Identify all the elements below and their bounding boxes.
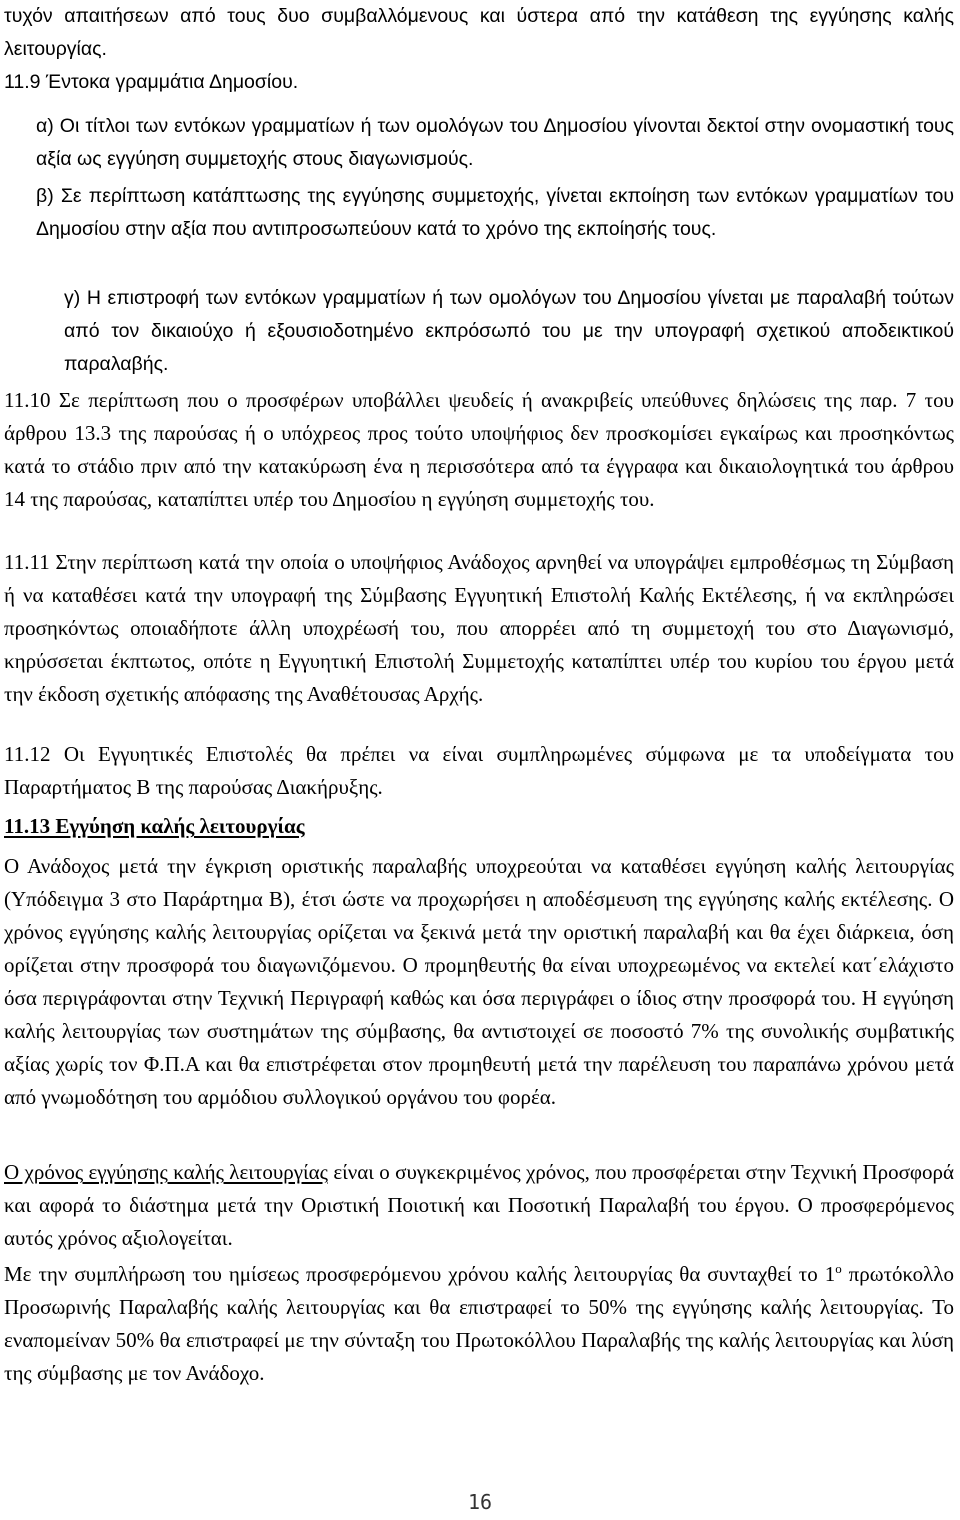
paragraph-top: τυχόν απαιτήσεων από τους δυο συμβαλλόμενους και ύστερα από την κατάθεση της εγγύησης καλής λειτουργίας.: [4, 5, 954, 60]
half-period-part-2: πρωτόκολλο Προσωρινής Παραλαβής καλής λειτουργίας και θα επιστραφεί το 50% της εγγύησης καλής λειτουργίας. Το εναπομείναν 50% θα επιστραφεί με την σύνταξη του Πρωτοκόλλου Παραλαβής της καλής λειτουργίας και λύση της σύμβασης με τον Ανάδοχο.: [4, 1262, 955, 1385]
list-item-a: α) Οι τίτλοι των εντόκων γραμματίων ή των ομολόγων του Δημοσίου γίνονται δεκτοί στην ονομαστική τους αξία ως εγγύηση συμμετοχής στους διαγωνισμούς.: [36, 115, 954, 170]
section-11-11: 11.11 Στην περίπτωση κατά την οποία ο υποψήφιος Ανάδοχος αρνηθεί να υπογράψει εμπροθέσμως τη Σύμβαση ή να καταθέσει κατά την υπογραφή της Σύμβασης Εγγυητική Επιστολή Καλής Εκτέλεσης, ή να εκπληρώσει προσηκόντως οποιαδήποτε άλλη υποχρέωσή του, που απορρέει από τη συμμετοχή του στο Διαγωνισμό, κηρύσσεται έκπτωτος, οπότε η Εγγυητική Επιστολή Συμμετοχής καταπίπτει υπέρ του κυρίου του έργου μετά την έκδοση σχετικής απόφασης της Αναθέτουσας Αρχής.: [4, 550, 954, 706]
paragraph-warranty-time: [4, 1156, 954, 1255]
list-item-b: β) Σε περίπτωση κατάπτωσης της εγγύησης συμμετοχής, γίνεται εκποίηση των εντόκων γραμματίων του Δημοσίου στην αξία που αντιπροσωπεύουν κατά το χρόνο της εκποίησής τους.: [36, 185, 954, 240]
paragraph-half-period: [4, 1258, 954, 1390]
section-11-9-heading: 11.9 Έντοκα γραμμάτια Δημοσίου.: [4, 71, 299, 93]
section-11-13-heading: 11.13 Εγγύηση καλής λειτουργίας: [4, 814, 305, 838]
warranty-time-rest: είναι ο συγκεκριμένος χρόνος, που προσφέρεται στην Τεχνική Προσφορά και αφορά το διάστημα μετά την Οριστική Ποιοτική και Ποσοτική Παραλαβή του έργου. Ο προσφερόμενος αυτός χρόνος αξιολογείται.: [4, 1160, 955, 1250]
section-11-12: 11.12 Οι Εγγυητικές Επιστολές θα πρέπει να είναι συμπληρωμένες σύμφωνα με τα υποδείγματα του Παραρτήματος Β της παρούσας Διακήρυξης.: [4, 742, 954, 799]
ordinal-superscript: ο: [835, 1261, 842, 1276]
paragraph-warranty: Ο Ανάδοχος μετά την έγκριση οριστικής παραλαβής υποχρεούται να καταθέσει εγγύηση καλής λειτουργίας (Υπόδειγμα 3 στο Παράρτημα Β), έτσι ώστε να προχωρήσει η αποδέσμευση της εγγύησης καλής εκτέλεσης. Ο χρόνος εγγύησης καλής λειτουργίας ορίζεται να ξεκινά μετά την οριστική παραλαβή και θα έχει διάρκεια, όση ορίζεται στην προσφορά του διαγωνιζόμενου. Ο προμηθευτής θα είναι υποχρεωμένος να εκτελεί κατ΄ελάχιστο όσα περιγράφονται στην Τεχνική Περιγραφή καθώς και όσα περιγράφει ο ίδιος στην προσφορά του. Η εγγύηση καλής λειτουργίας των συστημάτων της σύμβασης, θα αντιστοιχεί σε ποσοστό 7% της συνολικής συμβατικής αξίας χωρίς τον Φ.Π.Α και θα επιστρέφεται στον προμηθευτή μετά την παρέλευση του παραπάνω χρόνου μετά από γνωμοδότηση του αρμόδιου συλλογικού οργάνου του φορέα.: [4, 854, 954, 1109]
page-number: 16: [467, 1490, 493, 1514]
section-11-10: 11.10 Σε περίπτωση που ο προσφέρων υποβάλλει ψευδείς ή ανακριβείς υπεύθυνες δηλώσεις της παρ. 7 του άρθρου 13.3 της παρούσας ή ο υπόχρεος προς τούτο υποψήφιος δεν προσκομίσει εγκαίρως και προσηκόντως κατά το στάδιο πριν από την κατακύρωση ένα η περισσότερα από τα έγγραφα και δικαιολογητικά του άρθρου 14 της παρούσας, καταπίπτει υπέρ του Δημοσίου η εγγύηση συμμετοχής του.: [4, 388, 954, 511]
warranty-time-term: Ο χρόνος εγγύησης καλής λειτουργίας: [4, 1160, 328, 1184]
list-item-c: γ) Η επιστροφή των εντόκων γραμματίων ή των ομολόγων του Δημοσίου γίνεται με παραλαβή τούτων από τον δικαιούχο ή εξουσιοδοτημένο εκπρόσωπό του με την υπογραφή σχετικού αποδεικτικού παραλαβής.: [64, 287, 954, 375]
half-period-part-1: Με την συμπλήρωση του ημίσεως προσφερόμενου χρόνου καλής λειτουργίας θα συνταχθεί το 1: [4, 1262, 836, 1286]
